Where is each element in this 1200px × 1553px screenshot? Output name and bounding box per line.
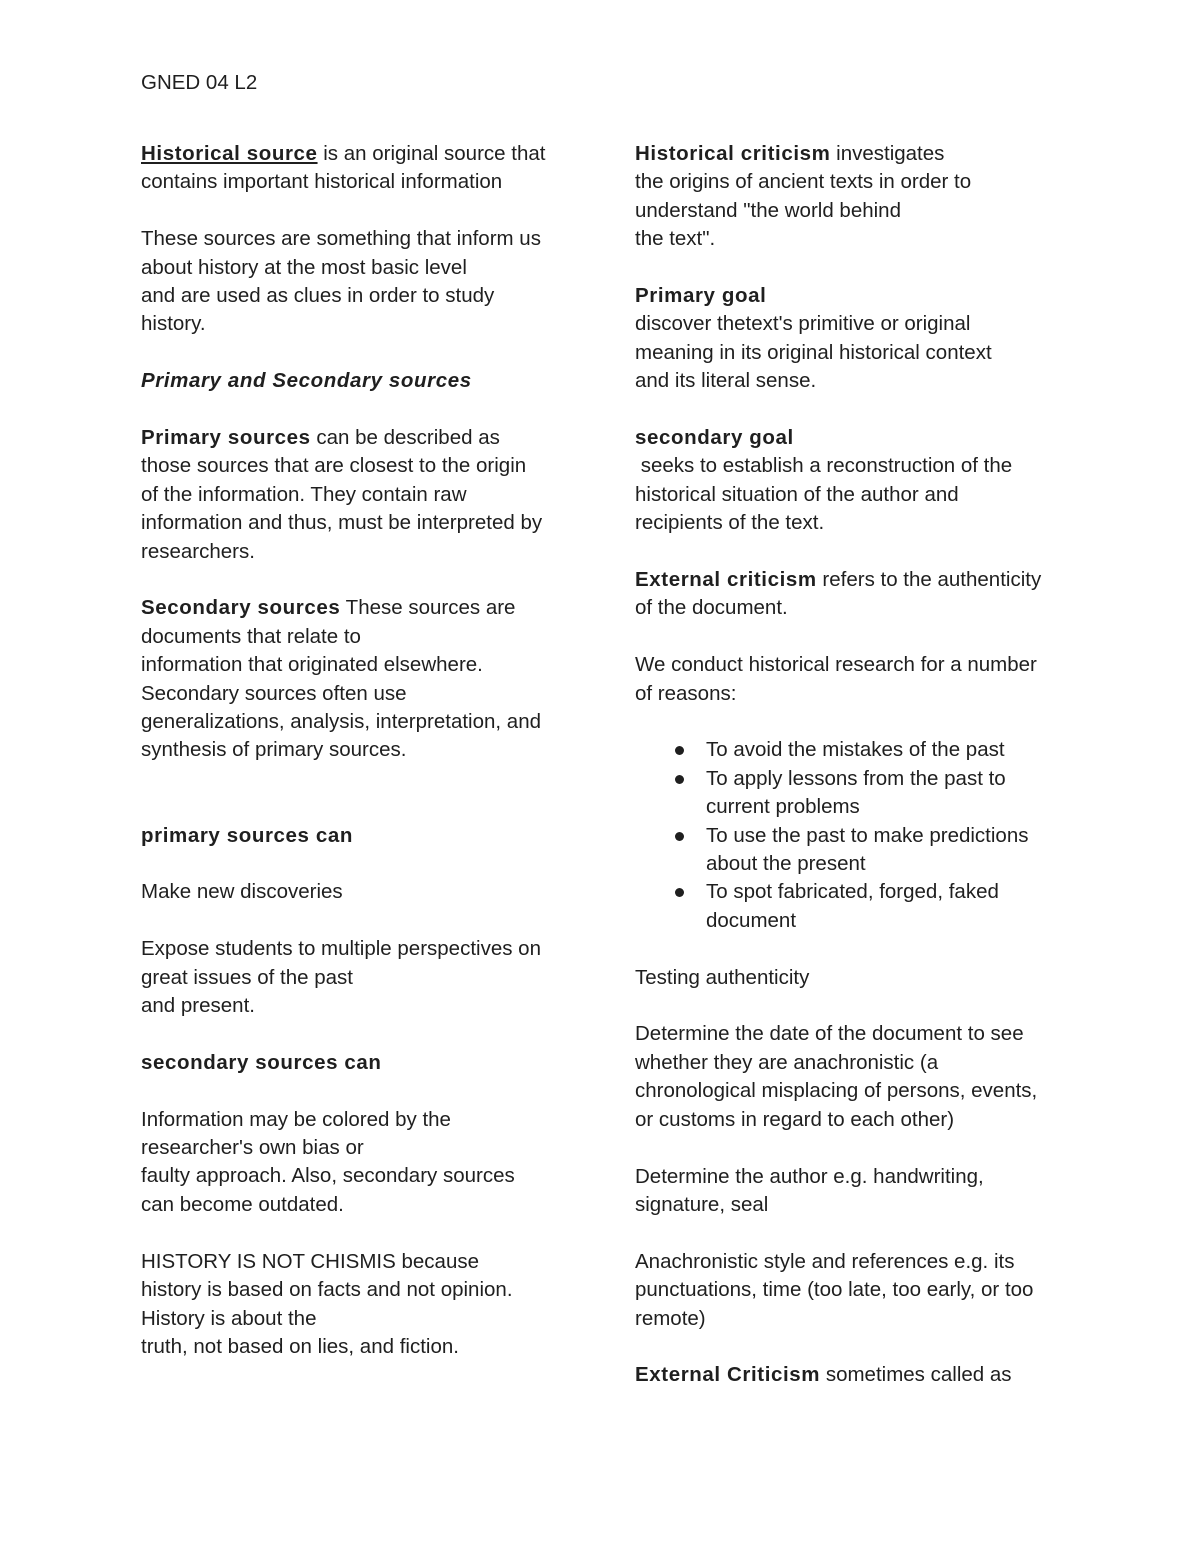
external-criticism-term: External criticism xyxy=(635,568,817,592)
expose-students-paragraph: Expose students to multiple perspectives on great issues of the past and present. xyxy=(141,937,541,1018)
external-criticism-2-paragraph: External Criticism sometimes called as xyxy=(635,1363,1012,1387)
list-item: To apply lessons from the past to current problems xyxy=(706,765,1075,822)
primary-sources-can-heading: primary sources can xyxy=(141,823,353,847)
determine-date-paragraph: Determine the date of the document to see whether they are anachronistic (a chronological misplacing of persons, events, or customs in regard to each other) xyxy=(635,1022,1038,1131)
list-item: To spot fabricated, forged, faked document xyxy=(706,878,1075,935)
anachronistic-style-paragraph: Anachronistic style and references e.g. its punctuations, time (too late, too early, or too remote) xyxy=(635,1249,1034,1330)
historical-criticism-term: Historical criticism xyxy=(635,142,831,165)
document-header: GNED 04 L2 xyxy=(141,71,258,94)
secondary-sources-can-heading: secondary sources can xyxy=(141,1050,382,1074)
historical-criticism-paragraph: Historical criticism investigates the origins of ancient texts in order to understand "the world behind the text". xyxy=(635,142,972,251)
historical-source-paragraph: Historical source is an original source that contains important historical information xyxy=(141,142,546,194)
we-conduct-paragraph: We conduct historical research for a number of reasons: xyxy=(635,653,1037,705)
external-criticism-paragraph: External criticism refers to the authenticity of the document. xyxy=(635,568,1042,620)
secondary-goal-heading: secondary goal xyxy=(635,426,794,450)
external-criticism-2-term: External Criticism xyxy=(635,1363,821,1387)
secondary-goal-paragraph: secondary goal seeks to establish a reconstruction of the historical situation of the author and recipients of the text. xyxy=(635,424,1075,538)
primary-sources-term: Primary sources xyxy=(141,426,311,450)
testing-authenticity: Testing authenticity xyxy=(635,965,810,989)
secondary-sources-paragraph: Secondary sources These sources are documents that relate to information that originated elsewhere. Secondary sources often use generalizations, analysis, interpretation, and synthesis of primary sources. xyxy=(141,596,541,762)
make-new-discoveries: Make new discoveries xyxy=(141,880,343,904)
historical-source-term: Historical source xyxy=(141,142,318,165)
information-colored-paragraph: Information may be colored by the researcher's own bias or faulty approach. Also, secondary sources can become outdated. xyxy=(141,1107,515,1216)
list-item: To avoid the mistakes of the past xyxy=(706,736,1075,764)
primary-goal-paragraph: Primary goal discover thetext's primitive or original meaning in its original historical context and its literal sense. xyxy=(635,282,1075,396)
primary-secondary-heading: Primary and Secondary sources xyxy=(141,369,472,393)
reasons-list xyxy=(635,736,1075,935)
history-not-chismis-paragraph: HISTORY IS NOT CHISMIS because history is based on facts and not opinion. History is about the truth, not based on lies, and fiction. xyxy=(141,1249,513,1358)
these-sources-paragraph: These sources are something that inform us about history at the most basic level and are used as clues in order to study history. xyxy=(141,227,541,336)
primary-sources-paragraph: Primary sources can be described as those sources that are closest to the origin of the information. They contain raw information and thus, must be interpreted by researchers. xyxy=(141,426,543,563)
determine-author-paragraph: Determine the author e.g. handwriting, signature, seal xyxy=(635,1164,984,1216)
primary-goal-heading: Primary goal xyxy=(635,284,767,308)
left-column xyxy=(141,140,581,1361)
list-item: To use the past to make predictions about the present xyxy=(706,822,1075,879)
right-column xyxy=(635,140,1075,1390)
secondary-sources-term: Secondary sources xyxy=(141,596,341,620)
